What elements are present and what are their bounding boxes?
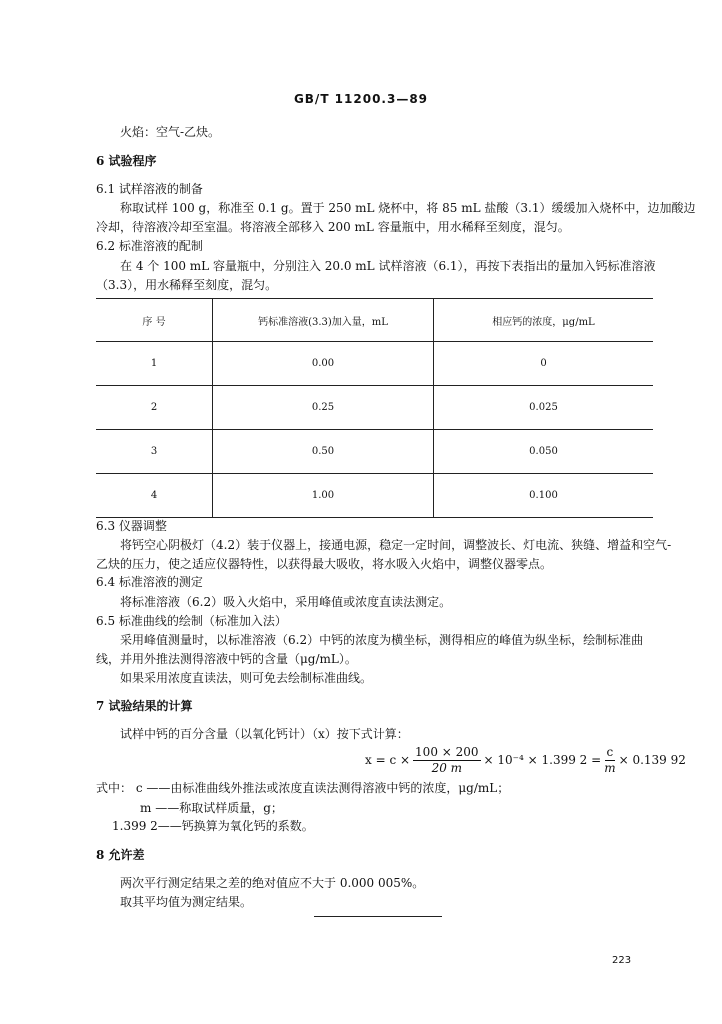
formula-middle: × 10⁻⁴ × 1.399 2 = (483, 753, 602, 767)
cell-serial: 1 (96, 342, 213, 386)
fraction-1-numerator: 100 × 200 (415, 744, 479, 759)
cell-volume: 1.00 (213, 474, 434, 518)
calcium-standard-table (96, 298, 653, 518)
cell-concentration: 0.025 (434, 386, 654, 430)
table-row (96, 474, 653, 518)
paragraph-6-1-line2: 冷却，待溶液冷却至室温。将溶液全部移入 200 mL 容量瓶中，用水稀释至刻度，混匀。 (96, 220, 570, 234)
paragraph-6-5-line1: 采用峰值测量时，以标准溶液（6.2）中钙的浓度为横坐标，测得相应的峰值为纵坐标，绘制标准曲 (120, 633, 644, 647)
fraction-2-denominator: m (604, 760, 616, 775)
paragraph-8-line2: 取其平均值为测定结果。 (120, 895, 253, 909)
header-concentration: 相应钙的浓度，μg/mL (434, 299, 654, 342)
table-row (96, 386, 653, 430)
paragraph-6-2-line2: （3.3），用水稀释至刻度，混匀。 (96, 278, 278, 292)
paragraph-6-3-line2: 乙炔的压力，使之适应仪器特性，以获得最大吸收，将水吸入火焰中，调整仪器零点。 (96, 557, 553, 571)
section-6-3-heading: 6.3 仪器调整 (96, 519, 167, 533)
formula-rhs: × 0.139 92 (618, 753, 686, 767)
cell-volume: 0.50 (213, 430, 434, 474)
cell-concentration: 0.100 (434, 474, 654, 518)
section-7-heading: 7 试验结果的计算 (96, 699, 193, 713)
page-number: 223 (612, 955, 632, 966)
formula-lhs: x = c × (365, 753, 411, 767)
fraction-2-numerator: c (606, 744, 614, 759)
calculation-formula (365, 742, 686, 778)
header-serial: 序 号 (96, 299, 213, 342)
end-rule (314, 916, 442, 917)
paragraph-6-2-line1: 在 4 个 100 mL 容量瓶中，分别注入 20.0 mL 试样溶液（6.1），再按下表指出的量加入钙标准溶液 (120, 259, 656, 273)
section-6-4-heading: 6.4 标准溶液的测定 (96, 575, 203, 589)
paragraph-8-line1: 两次平行测定结果之差的绝对值应不大于 0.000 005%。 (120, 876, 425, 890)
formula-fraction-2 (604, 745, 615, 776)
cell-serial: 4 (96, 474, 213, 518)
cell-concentration: 0.050 (434, 430, 654, 474)
where-c-definition: 式中： c ——由标准曲线外推法或浓度直读法测得溶液中钙的浓度，μg/mL； (96, 781, 510, 795)
cell-serial: 2 (96, 386, 213, 430)
paragraph-6-3-line1: 将钙空心阴极灯（4.2）装于仪器上，接通电源，稳定一定时间，调整波长、灯电流、狭缝、增益和空气- (120, 538, 672, 552)
where-factor-definition: 1.399 2——钙换算为氧化钙的系数。 (112, 819, 314, 833)
formula-fraction-1 (413, 745, 481, 776)
cell-serial: 3 (96, 430, 213, 474)
table-row (96, 430, 653, 474)
cell-concentration: 0 (434, 342, 654, 386)
section-6-1-heading: 6.1 试样溶液的制备 (96, 182, 203, 196)
fraction-1-denominator: 20 m (431, 760, 463, 775)
paragraph-6-5-line2: 线，并用外推法测得溶液中钙的含量（μg/mL）。 (96, 652, 357, 666)
paragraph-6-5-line3: 如果采用浓度直读法，则可免去绘制标准曲线。 (120, 671, 373, 685)
paragraph-6-4: 将标准溶液（6.2）吸入火焰中，采用峰值或浓度直读法测定。 (120, 595, 452, 609)
cell-volume: 0.25 (213, 386, 434, 430)
table-row (96, 342, 653, 386)
where-m-definition: m ——称取试样质量，g； (140, 801, 283, 815)
table-header-row (96, 299, 653, 342)
section-6-5-heading: 6.5 标准曲线的绘制（标准加入法） (96, 614, 287, 628)
paragraph-6-1-line1: 称取试样 100 g，称准至 0.1 g。置于 250 mL 烧杯中，将 85 mL 盐酸（3.1）缓缓加入烧杯中，边加酸边 (120, 201, 696, 215)
flame-text: 火焰：空气-乙炔。 (120, 125, 221, 139)
section-6-2-heading: 6.2 标准溶液的配制 (96, 239, 203, 253)
paragraph-7: 试样中钙的百分含量（以氧化钙计）（x）按下式计算： (120, 727, 409, 741)
cell-volume: 0.00 (213, 342, 434, 386)
section-8-heading: 8 允许差 (96, 848, 145, 862)
header-added-volume: 钙标准溶液(3.3)加入量，mL (213, 299, 434, 342)
standard-header: GB/T 11200.3—89 (293, 92, 429, 106)
section-6-heading: 6 试验程序 (96, 154, 157, 168)
